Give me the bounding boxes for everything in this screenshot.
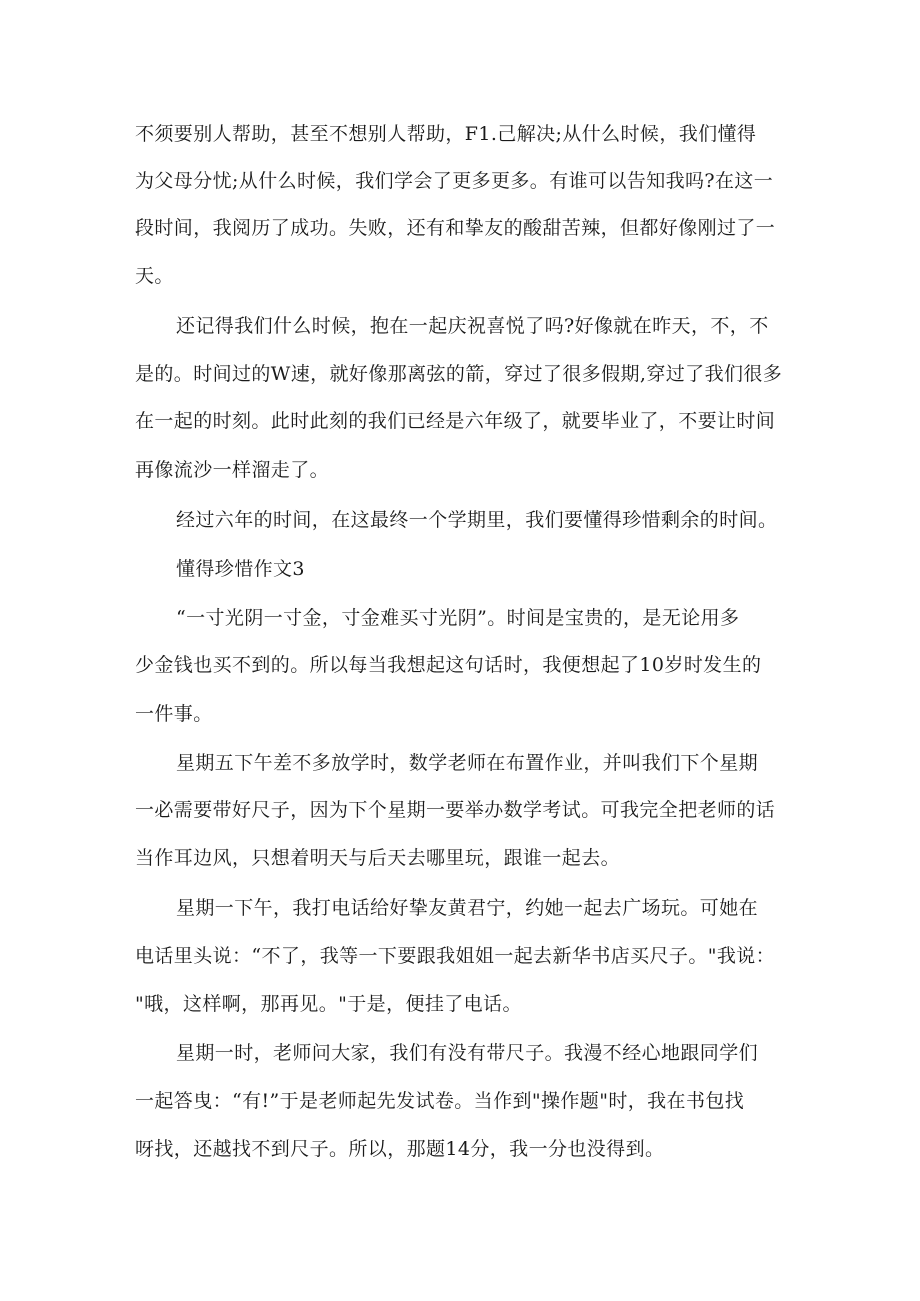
text-line: 电话里头说：“不了，我等一下要跟我姐姐一起去新华书店买尺子。"我说： — [135, 945, 776, 967]
paragraph-first-line: 星期五下午差不多放学时，数学老师在布置作业，并叫我们下个星期 — [176, 752, 759, 774]
text-line: 段时间，我阅历了成功。失败，还有和挚友的酸甜苦辣，但都好像刚过了一 — [135, 217, 776, 239]
paragraph-first-line: 星期一下午，我打电话给好挚友黄君宁，约她一起去广场玩。可她在 — [176, 897, 759, 919]
section-heading: 懂得珍惜作文3 — [176, 558, 305, 580]
text-line: 一必需要带好尺子，因为下个星期一要举办数学考试。可我完全把老师的话 — [135, 799, 776, 821]
text-line: 少金钱也买不到的。所以每当我想起这句话时，我便想起了10岁时发生的 — [135, 654, 762, 676]
text-line: "哦，这样啊，那再见。"于是，便挂了电话。 — [135, 993, 522, 1015]
text-line: 为父母分忧;从什么时候，我们学会了更多更多。有谁可以告知我吗?在这一 — [135, 170, 774, 192]
text-line: 在一起的时刻。此时此刻的我们已经是六年级了，就要毕业了，不要让时间 — [135, 410, 776, 432]
paragraph-first-line: 经过六年的时间，在这最终一个学期里，我们要懂得珍惜剩余的时间。 — [176, 509, 778, 531]
text-line: 呀找，还越找不到尺子。所以，那题14分，我一分也没得到。 — [135, 1138, 665, 1160]
text-line: 一件事。 — [135, 703, 213, 725]
text-line: 当作耳边风，只想着明天与后天去哪里玩，跟谁一起去。 — [135, 847, 621, 869]
text-line: 天。 — [135, 265, 174, 287]
paragraph-first-line: 星期一时，老师问大家，我们有没有带尺子。我漫不经心地跟同学们 — [176, 1042, 759, 1064]
text-line: 再像流沙一样溜走了。 — [135, 459, 330, 481]
text-line: 一起答曳：“有!”于是老师起先发试卷。当作到"操作题"时，我在书包找 — [135, 1090, 745, 1112]
text-line: 是的。时间过的W速，就好像那离弦的箭，穿过了很多假期,穿过了我们很多 — [135, 363, 783, 385]
text-line: 不须要别人帮助，甚至不想别人帮助，F1.己解决;从什么时候，我们懂得 — [135, 123, 757, 145]
paragraph-first-line: “一寸光阴一寸金，寸金难买寸光阴”。时间是宝贵的，是无论用多 — [176, 607, 740, 629]
paragraph-first-line: 还记得我们什么时候，抱在一起庆祝喜悦了吗?好像就在昨天，不，不 — [176, 315, 769, 337]
